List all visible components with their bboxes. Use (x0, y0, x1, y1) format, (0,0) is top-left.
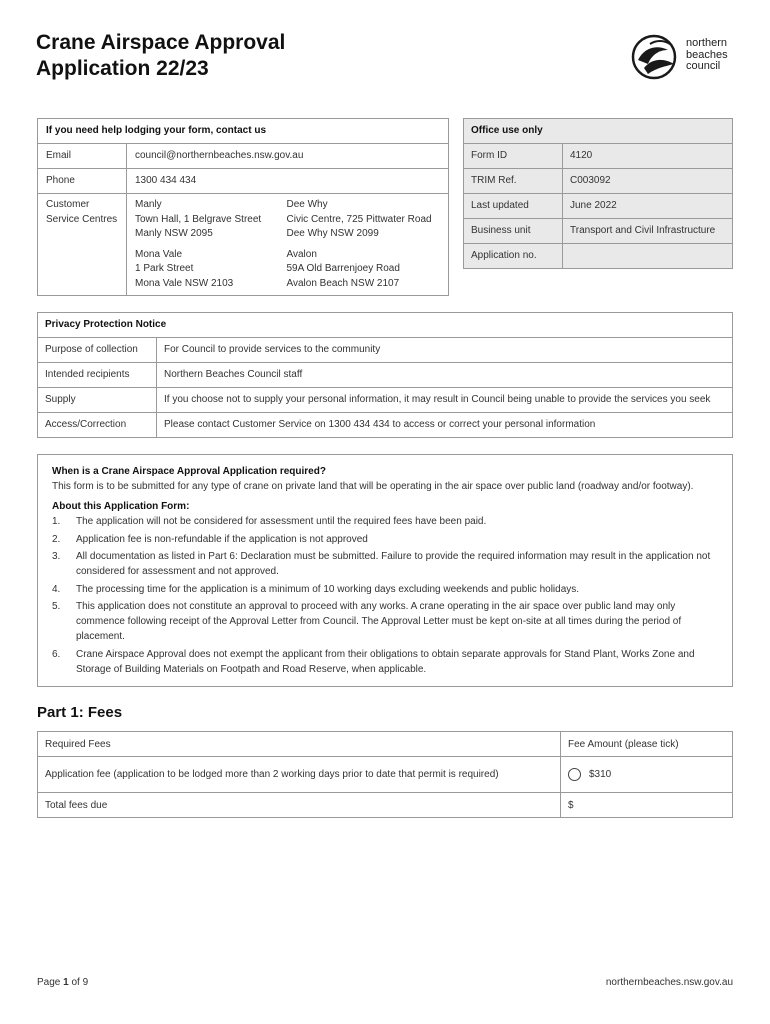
phone-value[interactable]: 1300 434 434 (127, 169, 449, 194)
centre-mona-vale (135, 248, 271, 292)
page-number (37, 977, 88, 988)
fee-amount-header: Fee Amount (please tick) (561, 732, 733, 757)
privacy-label: Access/Correction (38, 413, 157, 438)
application-fee-amount: $310 (589, 769, 612, 781)
email-value[interactable]: council@northernbeaches.nsw.gov.au (127, 144, 449, 169)
list-item-text: Application fee is non-refundable if the application is not approved (76, 533, 368, 545)
list-item (52, 549, 718, 579)
centres-label-line: Service Centres (46, 213, 118, 225)
list-item (52, 647, 718, 677)
list-item (52, 514, 718, 529)
centre-line: Manly NSW 2095 (135, 228, 213, 239)
about-list (52, 514, 718, 677)
when-text: This form is to be submitted for any type of crane on private land that will be operating in the air space over public land (roadway and/or footway). (52, 481, 694, 492)
office-value: 4120 (563, 144, 733, 169)
office-heading: Office use only (464, 119, 733, 144)
centres-col-left (127, 194, 279, 296)
list-item (52, 532, 718, 547)
logo-word-2: beaches (686, 48, 728, 61)
application-info-box (37, 454, 733, 687)
office-label: TRIM Ref. (464, 169, 563, 194)
title-line-2: Application 22/23 (36, 57, 209, 80)
list-item-text: This application does not constitute an approval to proceed with any works. A crane operating in the air space over public land may only commence following receipt of the Approval Letter from Council. The Approval Letter must be kept on-site at all times during the period of placement. (76, 601, 682, 642)
centre-line: 59A Old Barrenjoey Road (286, 263, 400, 274)
required-fees-header: Required Fees (38, 732, 561, 757)
centre-line: 1 Park Street (135, 263, 194, 274)
list-item-text: The processing time for the application is a minimum of 10 working days excluding weekends and public holidays. (76, 583, 580, 595)
privacy-label: Purpose of collection (38, 338, 157, 363)
office-label: Application no. (464, 244, 563, 269)
page-prefix: Page (37, 977, 64, 988)
council-logo-icon (630, 34, 682, 80)
centre-manly (135, 198, 271, 242)
about-heading: About this Application Form: (52, 501, 190, 512)
office-value: Transport and Civil Infrastructure (563, 219, 733, 244)
title-line-1: Crane Airspace Approval (36, 31, 286, 54)
help-heading: If you need help lodging your form, contact us (38, 119, 449, 144)
logo-word-1: northern (686, 37, 727, 49)
email-label: Email (38, 144, 127, 169)
list-item-text: The application will not be considered for assessment until the required fees have been paid. (76, 516, 487, 527)
part-1-title: Part 1: Fees (37, 704, 123, 721)
office-label: Last updated (464, 194, 563, 219)
privacy-heading: Privacy Protection Notice (38, 313, 733, 338)
privacy-value: Please contact Customer Service on 1300 434 434 to access or correct your personal information (157, 413, 733, 438)
centre-line: Mona Vale (135, 248, 183, 260)
privacy-value: If you choose not to supply your personal information, it may result in Council being unable to provide the services you seek (157, 388, 733, 413)
list-item-text: Crane Airspace Approval does not exempt the applicant from their obligations to obtain separate approvals for Stand Plant, Works Zone and Storage of Building Materials on Footpath and Road Reserve, when applicable. (76, 648, 695, 675)
page-title (36, 30, 285, 82)
help-contact-table (37, 118, 449, 296)
total-fees-field[interactable]: $ (561, 793, 733, 818)
application-fee-label: Application fee (application to be lodged more than 2 working days prior to date that permit is required) (38, 757, 561, 793)
privacy-label: Intended recipients (38, 363, 157, 388)
office-value: June 2022 (563, 194, 733, 219)
fees-table (37, 731, 733, 818)
website-link[interactable]: northernbeaches.nsw.gov.au (605, 977, 733, 988)
list-item-number: 5. (52, 601, 61, 612)
total-fees-label: Total fees due (38, 793, 561, 818)
centre-avalon (287, 248, 441, 292)
application-fee-radio[interactable] (568, 768, 581, 781)
centre-line: Dee Why NSW 2099 (286, 228, 379, 239)
list-item-text: All documentation as listed in Part 6: Declaration must be submitted. Failure to provide the required information may result in the application not considered for assessment and not approved. (76, 551, 711, 577)
application-no-field[interactable] (563, 244, 733, 269)
when-heading: When is a Crane Airspace Approval Application required? (52, 466, 326, 477)
logo-word-3: council (686, 60, 721, 72)
centres-label (38, 194, 127, 296)
list-item-number: 3. (52, 551, 61, 562)
privacy-value: Northern Beaches Council staff (157, 363, 733, 388)
centres-label-line: Customer (46, 199, 90, 210)
list-item-number: 6. (52, 648, 61, 660)
list-item-number: 4. (52, 583, 61, 595)
centre-line: Town Hall, 1 Belgrave Street (135, 213, 262, 225)
logo-wordmark (686, 38, 728, 73)
council-logo (630, 34, 740, 80)
privacy-label: Supply (38, 388, 157, 413)
office-label: Form ID (464, 144, 563, 169)
privacy-notice-table (37, 312, 733, 438)
list-item (52, 599, 718, 644)
page-suffix: of 9 (68, 977, 89, 988)
centre-line: Manly (135, 199, 162, 210)
centre-dee-why (287, 198, 441, 242)
list-item (52, 582, 718, 597)
application-fee-cell (561, 757, 733, 793)
centre-line: Civic Centre, 725 Pittwater Road (286, 213, 432, 225)
centre-line: Avalon (286, 248, 317, 260)
centres-col-right (279, 194, 449, 296)
privacy-value: For Council to provide services to the community (157, 338, 733, 363)
office-value: C003092 (563, 169, 733, 194)
page-current: 1 (63, 977, 69, 988)
list-item-number: 2. (52, 533, 61, 545)
phone-label: Phone (38, 169, 127, 194)
centre-line: Dee Why (286, 199, 328, 210)
office-label: Business unit (464, 219, 563, 244)
centre-line: Mona Vale NSW 2103 (135, 277, 234, 289)
office-use-table (463, 118, 733, 269)
centre-line: Avalon Beach NSW 2107 (286, 277, 400, 289)
list-item-number: 1. (52, 516, 61, 527)
